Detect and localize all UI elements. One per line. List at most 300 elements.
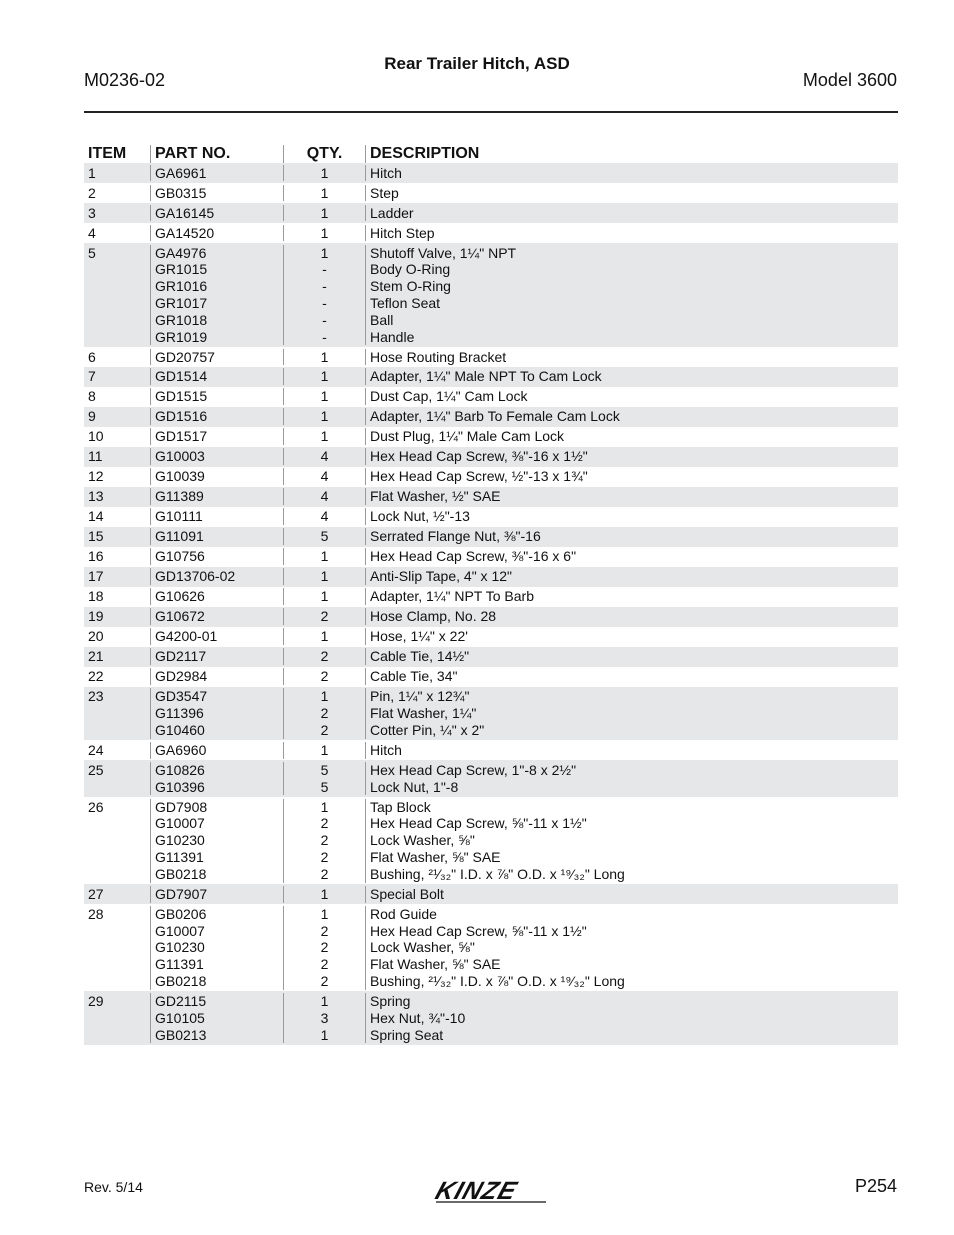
- item-number: 17: [88, 568, 104, 585]
- part-number: GB0218: [155, 865, 207, 882]
- item-number: 11: [88, 448, 103, 465]
- description: Flat Washer, ½" SAE: [370, 488, 501, 505]
- part-number-cell: [150, 225, 283, 242]
- quantity: 2: [320, 848, 329, 865]
- description: Cotter Pin, ¼" x 2": [370, 721, 485, 738]
- description: Hex Head Cap Screw, ⅝"-11 x 1½": [370, 922, 587, 939]
- part-number: G10039: [155, 468, 205, 485]
- item-number: 23: [88, 688, 104, 705]
- quantity: -: [322, 278, 327, 295]
- part-number: GB0315: [155, 184, 207, 201]
- part-number: GB0213: [155, 1026, 207, 1043]
- quantity-cell: [283, 508, 365, 525]
- item-number: 6: [88, 348, 96, 365]
- item-number: 16: [88, 548, 104, 565]
- part-number: GA6960: [155, 741, 207, 758]
- quantity-cell: [283, 993, 365, 1043]
- part-number: G10105: [155, 1009, 205, 1026]
- document-number: M0236-02: [84, 70, 166, 90]
- quantity: 2: [320, 668, 329, 685]
- item-number: 2: [88, 184, 96, 201]
- part-number: GA6961: [155, 164, 207, 181]
- quantity: -: [322, 328, 327, 345]
- description: Hitch Step: [370, 224, 435, 241]
- part-number-cell: [150, 548, 283, 565]
- description: Teflon Seat: [370, 294, 441, 311]
- description: Flat Washer, ⅝" SAE: [370, 848, 501, 865]
- description-cell: [365, 762, 898, 796]
- description: Hex Head Cap Screw, 1"-8 x 2½": [370, 761, 577, 778]
- quantity-cell: [283, 205, 365, 222]
- table-row: [84, 547, 898, 567]
- table-row: [84, 797, 898, 884]
- table-row: [84, 527, 898, 547]
- table-row: [84, 507, 898, 527]
- part-number: GB0206: [155, 905, 207, 922]
- part-number-cell: [150, 165, 283, 182]
- description-cell: [365, 742, 898, 759]
- quantity: 4: [320, 508, 329, 525]
- part-number: GD3547: [155, 688, 208, 705]
- description-cell: [365, 245, 898, 346]
- quantity: 5: [320, 528, 329, 545]
- quantity: 1: [320, 164, 329, 181]
- part-number: GD7908: [155, 798, 208, 815]
- description: Lock Washer, ⅝": [370, 939, 475, 956]
- quantity-cell: [283, 488, 365, 505]
- part-number: G10003: [155, 448, 205, 465]
- quantity: 1: [320, 568, 329, 585]
- description-cell: [365, 388, 898, 405]
- description-cell: [365, 588, 898, 605]
- quantity-cell: [283, 468, 365, 485]
- table-row: [84, 203, 898, 223]
- part-number: GD1516: [155, 408, 208, 425]
- description: Hex Head Cap Screw, ⅜"-16 x 1½": [370, 448, 588, 465]
- quantity: 2: [320, 832, 329, 849]
- description-cell: [365, 688, 898, 738]
- quantity: 1: [320, 348, 329, 365]
- table-row: [84, 607, 898, 627]
- description-cell: [365, 508, 898, 525]
- parts-table: [84, 141, 898, 1045]
- quantity: 1: [320, 628, 329, 645]
- description-cell: [365, 368, 898, 385]
- kinze-logo: [430, 1174, 552, 1206]
- model-name: Model 3600: [802, 70, 897, 90]
- quantity: 1: [320, 1026, 329, 1043]
- description: Lock Nut, 1"-8: [370, 778, 459, 795]
- part-number-cell: [150, 368, 283, 385]
- item-number: 12: [88, 468, 104, 485]
- description: Spring Seat: [370, 1026, 444, 1043]
- item-number: 28: [88, 905, 104, 922]
- description-cell: [365, 993, 898, 1043]
- description-cell: [365, 468, 898, 485]
- description-cell: [365, 448, 898, 465]
- part-number: G10626: [155, 588, 205, 605]
- quantity: 1: [320, 741, 329, 758]
- revision-label: Rev. 5/14: [84, 1179, 143, 1195]
- quantity: 5: [320, 778, 329, 795]
- part-number-cell: [150, 205, 283, 222]
- description: Serrated Flange Nut, ⅜"-16: [370, 528, 541, 545]
- item-number: 7: [88, 368, 96, 385]
- part-number: GR1018: [155, 311, 208, 328]
- quantity: 1: [320, 905, 329, 922]
- table-row: [84, 904, 898, 991]
- description: Bushing, ²¹⁄₃₂" I.D. x ⅞" O.D. x ¹⁹⁄₃₂" Long: [370, 865, 625, 882]
- part-number-cell: [150, 993, 283, 1043]
- item-number: 22: [88, 668, 104, 685]
- part-number-cell: [150, 628, 283, 645]
- quantity-cell: [283, 568, 365, 585]
- description: Dust Cap, 1¼" Cam Lock: [370, 388, 528, 405]
- quantity-cell: [283, 742, 365, 759]
- table-row: [84, 627, 898, 647]
- part-number: G10396: [155, 778, 205, 795]
- description: Pin, 1¼" x 12¾": [370, 688, 470, 705]
- quantity: 3: [320, 1009, 329, 1026]
- table-row: [84, 740, 898, 760]
- quantity-cell: [283, 668, 365, 685]
- part-number-cell: [150, 349, 283, 366]
- table-row: [84, 991, 898, 1045]
- description: Bushing, ²¹⁄₃₂" I.D. x ⅞" O.D. x ¹⁹⁄₃₂" Long: [370, 972, 625, 989]
- description-cell: [365, 799, 898, 883]
- description: Spring: [370, 992, 411, 1009]
- table-row: [84, 223, 898, 243]
- quantity-cell: [283, 225, 365, 242]
- quantity: -: [322, 311, 327, 328]
- table-row: [84, 647, 898, 667]
- description-cell: [365, 428, 898, 445]
- description-cell: [365, 488, 898, 505]
- part-number: G10460: [155, 721, 205, 738]
- description-cell: [365, 528, 898, 545]
- description-cell: [365, 205, 898, 222]
- column-header-item: ITEM: [88, 145, 127, 162]
- item-number: 8: [88, 388, 96, 405]
- part-number: G11389: [155, 488, 204, 505]
- part-number: G10230: [155, 832, 205, 849]
- part-number-cell: [150, 428, 283, 445]
- quantity: 1: [320, 688, 329, 705]
- description: Ball: [370, 311, 394, 328]
- description: Hex Nut, ¾"-10: [370, 1009, 466, 1026]
- page-title: Rear Trailer Hitch, ASD: [384, 54, 570, 73]
- quantity: 2: [320, 815, 329, 832]
- description: Step: [370, 184, 399, 201]
- description: Shutoff Valve, 1¼" NPT: [370, 244, 517, 261]
- description: Flat Washer, ⅝" SAE: [370, 956, 501, 973]
- table-row: [84, 567, 898, 587]
- table-row: [84, 163, 898, 183]
- description: Cable Tie, 14½": [370, 648, 470, 665]
- description: Handle: [370, 328, 415, 345]
- table-row: [84, 487, 898, 507]
- part-number-cell: [150, 245, 283, 346]
- description-cell: [365, 185, 898, 202]
- header-divider: [84, 111, 898, 113]
- quantity-cell: [283, 528, 365, 545]
- part-number: GB0218: [155, 972, 207, 989]
- part-number-cell: [150, 488, 283, 505]
- description: Adapter, 1¼" NPT To Barb: [370, 588, 534, 605]
- description: Hitch: [370, 741, 402, 758]
- part-number-cell: [150, 648, 283, 665]
- description: Lock Nut, ½"-13: [370, 508, 470, 525]
- part-number-cell: [150, 886, 283, 903]
- quantity: 1: [320, 798, 329, 815]
- quantity: 2: [320, 608, 329, 625]
- description-cell: [365, 886, 898, 903]
- quantity-cell: [283, 349, 365, 366]
- table-row: [84, 760, 898, 797]
- part-number: GA4976: [155, 244, 207, 261]
- description: Rod Guide: [370, 905, 437, 922]
- quantity: 5: [320, 761, 329, 778]
- item-number: 26: [88, 798, 104, 815]
- part-number-cell: [150, 448, 283, 465]
- description-cell: [365, 628, 898, 645]
- part-number-cell: [150, 799, 283, 883]
- table-row: [84, 467, 898, 487]
- part-number-cell: [150, 742, 283, 759]
- quantity: 2: [320, 648, 329, 665]
- item-number: 25: [88, 761, 104, 778]
- quantity: 2: [320, 922, 329, 939]
- quantity-cell: [283, 762, 365, 796]
- quantity: 1: [320, 368, 329, 385]
- quantity: 1: [320, 428, 329, 445]
- description: Hex Head Cap Screw, ⅜"-16 x 6": [370, 548, 577, 565]
- item-number: 29: [88, 992, 104, 1009]
- part-number: GD1517: [155, 428, 208, 445]
- part-number: GD2984: [155, 668, 208, 685]
- quantity-cell: [283, 906, 365, 990]
- part-number-cell: [150, 468, 283, 485]
- quantity: 2: [320, 939, 329, 956]
- table-row: [84, 183, 898, 203]
- quantity: 2: [320, 865, 329, 882]
- item-number: 24: [88, 741, 104, 758]
- part-number: G10230: [155, 939, 205, 956]
- part-number: G10007: [155, 815, 205, 832]
- item-number: 13: [88, 488, 104, 505]
- part-number-cell: [150, 408, 283, 425]
- item-number: 9: [88, 408, 96, 425]
- quantity-cell: [283, 368, 365, 385]
- part-number: GD1514: [155, 368, 208, 385]
- quantity: 1: [320, 885, 329, 902]
- quantity-cell: [283, 799, 365, 883]
- item-number: 19: [88, 608, 104, 625]
- table-row: [84, 447, 898, 467]
- description: Dust Plug, 1¼" Male Cam Lock: [370, 428, 565, 445]
- item-number: 15: [88, 528, 104, 545]
- part-number-cell: [150, 508, 283, 525]
- item-number: 4: [88, 224, 96, 241]
- table-row: [84, 884, 898, 904]
- part-number: G10826: [155, 761, 205, 778]
- part-number-cell: [150, 668, 283, 685]
- item-number: 10: [88, 428, 104, 445]
- column-header-description: DESCRIPTION: [365, 145, 898, 163]
- description: Hitch: [370, 164, 402, 181]
- quantity: 1: [320, 588, 329, 605]
- description: Adapter, 1¼" Barb To Female Cam Lock: [370, 408, 620, 425]
- quantity-cell: [283, 388, 365, 405]
- part-number-cell: [150, 608, 283, 625]
- table-header: [84, 141, 898, 163]
- part-number: G10756: [155, 548, 205, 565]
- quantity-cell: [283, 165, 365, 182]
- quantity-cell: [283, 608, 365, 625]
- table-row: [84, 667, 898, 687]
- description-cell: [365, 349, 898, 366]
- description-cell: [365, 648, 898, 665]
- item-number: 20: [88, 628, 104, 645]
- item-number: 1: [88, 164, 96, 181]
- part-number: G11396: [155, 705, 204, 722]
- quantity: 1: [320, 224, 329, 241]
- description: Hex Head Cap Screw, ⅝"-11 x 1½": [370, 815, 587, 832]
- part-number: GD20757: [155, 348, 215, 365]
- quantity: 1: [320, 204, 329, 221]
- quantity: 4: [320, 488, 329, 505]
- quantity: 1: [320, 548, 329, 565]
- quantity: 4: [320, 468, 329, 485]
- description-cell: [365, 668, 898, 685]
- description-cell: [365, 906, 898, 990]
- part-number: G11091: [155, 528, 204, 545]
- quantity-cell: [283, 185, 365, 202]
- description: Hex Head Cap Screw, ½"-13 x 1¾": [370, 468, 588, 485]
- quantity: -: [322, 261, 327, 278]
- page-number: P254: [854, 1176, 897, 1196]
- part-number: GA14520: [155, 224, 215, 241]
- item-number: 18: [88, 588, 104, 605]
- part-number: GR1016: [155, 278, 208, 295]
- quantity-cell: [283, 548, 365, 565]
- part-number: GD7907: [155, 885, 208, 902]
- table-row: [84, 367, 898, 387]
- description: Flat Washer, 1¼": [370, 705, 477, 722]
- part-number-cell: [150, 185, 283, 202]
- description: Ladder: [370, 204, 414, 221]
- part-number: G4200-01: [155, 628, 218, 645]
- part-number-cell: [150, 568, 283, 585]
- table-row: [84, 243, 898, 347]
- column-header-qty: QTY.: [283, 145, 365, 163]
- part-number-cell: [150, 388, 283, 405]
- part-number: GD13706-02: [155, 568, 236, 585]
- quantity: 4: [320, 448, 329, 465]
- part-number-cell: [150, 528, 283, 545]
- item-number: 3: [88, 204, 96, 221]
- quantity-cell: [283, 245, 365, 346]
- part-number: GD2117: [155, 648, 207, 665]
- quantity: 2: [320, 721, 329, 738]
- table-row: [84, 347, 898, 367]
- part-number: GD1515: [155, 388, 208, 405]
- quantity: 1: [320, 244, 329, 261]
- quantity: 1: [320, 992, 329, 1009]
- item-number: 5: [88, 244, 96, 261]
- quantity-cell: [283, 628, 365, 645]
- description: Lock Washer, ⅝": [370, 832, 475, 849]
- part-number: G10007: [155, 922, 205, 939]
- quantity: 2: [320, 956, 329, 973]
- table-body: [84, 163, 898, 1045]
- description: Body O-Ring: [370, 261, 451, 278]
- part-number: G10111: [155, 508, 203, 525]
- quantity: -: [322, 294, 327, 311]
- table-row: [84, 427, 898, 447]
- description-cell: [365, 408, 898, 425]
- quantity-cell: [283, 886, 365, 903]
- description-cell: [365, 165, 898, 182]
- description: Tap Block: [370, 798, 431, 815]
- description: Anti-Slip Tape, 4" x 12": [370, 568, 512, 585]
- part-number: G11391: [155, 848, 204, 865]
- description: Adapter, 1¼" Male NPT To Cam Lock: [370, 368, 602, 385]
- description: Cable Tie, 34": [370, 668, 458, 685]
- description: Hose Routing Bracket: [370, 348, 507, 365]
- part-number: GA16145: [155, 204, 215, 221]
- part-number-cell: [150, 762, 283, 796]
- table-row: [84, 407, 898, 427]
- table-row: [84, 687, 898, 741]
- part-number: G11391: [155, 956, 204, 973]
- description-cell: [365, 225, 898, 242]
- description: Stem O-Ring: [370, 278, 451, 295]
- quantity: 1: [320, 388, 329, 405]
- description-cell: [365, 548, 898, 565]
- part-number-cell: [150, 588, 283, 605]
- part-number-cell: [150, 906, 283, 990]
- description: Hose Clamp, No. 28: [370, 608, 497, 625]
- quantity-cell: [283, 428, 365, 445]
- quantity-cell: [283, 688, 365, 738]
- part-number: GR1017: [155, 294, 208, 311]
- logo-text: KINZE: [431, 1177, 521, 1205]
- quantity: 2: [320, 705, 329, 722]
- item-number: 14: [88, 508, 104, 525]
- quantity-cell: [283, 588, 365, 605]
- part-number: G10672: [155, 608, 205, 625]
- description: Special Bolt: [370, 885, 444, 902]
- column-header-part-no: PART NO.: [150, 145, 283, 163]
- table-row: [84, 587, 898, 607]
- part-number-cell: [150, 688, 283, 738]
- description: Hose, 1¼" x 22': [370, 628, 468, 645]
- description-cell: [365, 608, 898, 625]
- quantity: 2: [320, 972, 329, 989]
- table-row: [84, 387, 898, 407]
- part-number: GR1019: [155, 328, 208, 345]
- quantity: 1: [320, 408, 329, 425]
- item-number: 21: [88, 648, 104, 665]
- item-number: 27: [88, 885, 104, 902]
- quantity-cell: [283, 408, 365, 425]
- quantity: 1: [320, 184, 329, 201]
- quantity-cell: [283, 648, 365, 665]
- quantity-cell: [283, 448, 365, 465]
- description-cell: [365, 568, 898, 585]
- part-number: GR1015: [155, 261, 208, 278]
